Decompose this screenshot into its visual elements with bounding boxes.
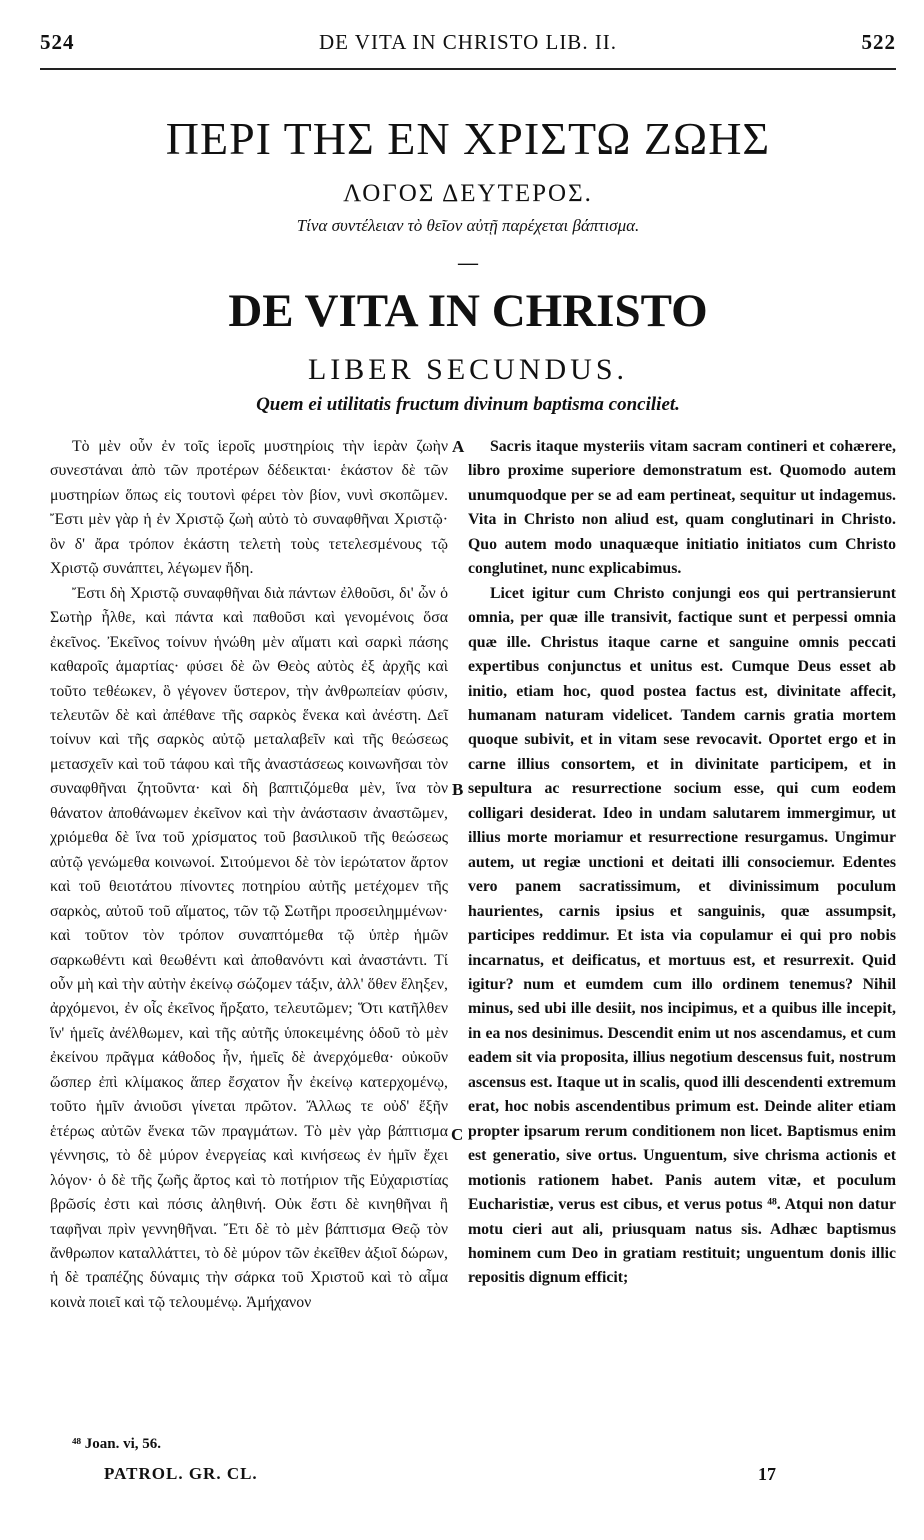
running-title: DE VITA IN CHRISTO LIB. II. [318, 30, 618, 54]
greek-paragraph: Τὸ μὲν οὖν ἐν τοῖς ἱεροῖς μυστηρίοις τὴν ἱερὰν ζωὴν συνεστάναι ἀπὸ τῶν προτέρων δέδεικται· ἑκάστον δὲ τῶν μυστηρίων ὅπως εἰς τουτονὶ φέρει τὸν βίον, νυνὶ σκοπῶμεν. Ἔστι μὲν γὰρ ἡ ἐν Χριστῷ ζωὴ αὐτὸ τὸ συναφθῆναι Χριστῷ· ὃν δ' ἄρα τρόπον ἑκάστη τελετὴ τοὺς τετελεσμένους τῷ Χριστῷ συνάπτει, λέγωμεν ἤδη. [50, 438, 448, 578]
footer-number: 17 [758, 1464, 776, 1484]
latin-paragraph: Sacris itaque mysteriis vitam sacram contineri et cohærere, libro proxime superiore demonstratum est. Quomodo autem unumquodque per se ad eam pertineat, sequitur ut indagemus. Vita in Christo non aliud est, quam conglutinari in Christo. Quo autem modo unaquæque initiatio initiatos cum Christo conglutinet, nunc explicabimus. [468, 438, 896, 578]
greek-book-title: ΛΟΓΟΣ ΔΕΥΤΕΡΟΣ. [343, 180, 593, 207]
section-marker-c: C [451, 1125, 464, 1144]
footer-signature: PATROL. GR. CL. [104, 1464, 258, 1483]
latin-subtitle: Quem ei utilitatis fructum divinum baptisma conciliet. [256, 394, 680, 415]
greek-paragraph: Ἔστι δὴ Χριστῷ συναφθῆναι διὰ πάντων ἐλθοῦσι, δι' ὧν ὁ Σωτὴρ ἦλθε, καὶ πάντα καὶ παθοῦσι καὶ γενομένοις ὅσα ἐκεῖνος. Ἐκεῖνος τοίνυν ἡνώθη μὲν αἵματι καὶ σαρκὶ πάσης καθαροῖς ἁμαρτίας· φύσει δὲ ὢν Θεὸς αὐτὸς ἐξ ἀρχῆς καὶ τοῦτο τεθέωκεν, ὃ γέγονεν ὕστερον, τὴν ἀνθρωπείαν φύσιν, τελευτῶν δὲ καὶ ἀπέθανε τῆς σαρκὸς ἕνεκα καὶ ἀνέστη. Δεῖ τοίνυν καὶ τῆς σαρκὸς αὐτῷ μεταλαβεῖν καὶ τῆς θεώσεως μετασχεῖν καὶ τοῦ τάφου καὶ τῆς ἀναστάσεως κοινωνῆσαι τὸν συναφθῆναι ζητοῦντα· καὶ δὴ βαπτιζόμεθα μὲν, ἵνα τὸν θάνατον ἀποθάνωμεν ἐκεῖνον καὶ τὴν ἀνάστασιν ἀναστῶμεν, χριόμεθα δὲ ἵνα τοῦ χρίσματος τοῦ βασιλικοῦ τῆς θεώσεως αὐτῷ γενώμεθα κοινωνοί. Σιτούμενοι δὲ τὸν ἱερώτατον ἄρτον καὶ τοῦ θειοτάτου πίνοντες ποτηρίου αὐτῆς μετέχομεν τῆς σαρκὸς, αὐτοῦ τοῦ αἵματος, τῶν τῷ Σωτῆρι προσειλημμένων· καὶ τοῦτον τὸν τρόπον συναπτόμεθα τῷ ὑπὲρ ἡμῶν σαρκωθέντι καὶ θεωθέντι καὶ ἀποθανόντι καὶ ἀναστάντι. Τί οὖν μὴ καὶ τὴν αὐτὴν ἐκείνῳ σώζομεν τάξιν, ἀλλ' ὅθεν ἔληξεν, ἀρχόμενοι, ἐν οἷς ἐκεῖνος ἤρξατο, τελευτῶμεν; Ὅτι κατῆλθεν ἵν' ἡμεῖς ἀνέλθωμεν, καὶ τῆς αὐτῆς ὑποκειμένης ὁδοῦ τὸ μὲν ἐκείνου πρᾶγμα κάθοδος ἦν, ἡμεῖς δὲ ἀνερχόμεθα· οὐκοῦν ὥσπερ ἐπὶ κλίμακος ἅπερ ἔσχατον ἦν ἐκείνῳ κατερχομένῳ, τοῦτο ἡμῖν ἀνιοῦσι γίνεται πρῶτον. Ἄλλως τε οὐδ' ἔξῆν ἑτέρως αὐτῶν ἕνεκα τῶν πραγμάτων. Τὸ μὲν γὰρ βάπτισμα γέννησις, τὸ δὲ μύρον ἐνεργείας καὶ κινήσεως ἐν ἡμῖν ἔχει λόγον· ὁ δὲ τῆς ζωῆς ἄρτος καὶ τὸ ποτήριον τῆς Εὐχαριστίας βρῶσίς ἐστι καὶ πόσις ἀληθινή. Οὐκ ἔστι δὲ κινηθῆναι ἢ ταφῆναι πρὶν γεννηθῆναι. Ἔτι δὲ τὸ μὲν βάπτισμα Θεῷ τὸν ἄνθρωπον καταλλάττει, τὸ δὲ μύρον τῶν ἐκεῖθεν ἀξιοῖ δώρων, ἡ δὲ τραπέζης δύναμις τὴν σάρκα τοῦ Χριστοῦ καὶ τὸ αἷμα κοινὰ ποιεῖ καὶ τῷ τελουμένῳ. Ἀμήχανον [50, 584, 448, 1311]
page-number-left: 524 [40, 30, 75, 54]
latin-paragraph: Licet igitur cum Christo conjungi eos qui pertransierunt omnia, per quæ ille transivit, factique sunt et perpessi omnia quæ ille. Christus itaque carne et sanguine omnis peccati expertibus conjunctus et unitus est. Cumque Deus esset ab initio, etiam hoc, quod postea factus est, divinitate affecit, humanam naturam videlicet. Tandem carnis gratia mortem quoque subivit, et in vitam sese revocavit. Oportet ergo et in carne illius consortem, et in divinitate participem, et in sepultura ac resurrectione socium esse, qui cum eodem colligari desiderat. Ideo in undam salutarem immergimur, ut illius morte moriamur et resurrectione resurgamus. Ungimur autem, ut regiæ unctioni et deitati illi consociemur. Edentes vero panem sacratissimum, et divinissimum poculum haurientes, carnis ipsius et sanguinis, quæ assumpsit, participes reddimur. Et ista via copulamur ei qui pro nobis incarnatus, et deificatus, et mortuus est, et resurrexit. Quid igitur? num et eumdem cum illo ordinem tenemus? Nihil minus, sed ubi ille desiit, nos incipimus, et a quibus ille incepit, in ea nos desinimus. Descendit enim ut nos ascendamus, et cum eadem sit via proposita, illius negotium descensus fuit, nostrum ascensus est. Itaque ut in scalis, quod illi descendenti extremum erat, hoc nobis ascendentibus primum est. Deinde aliter etiam propter ipsarum rerum conditionem non licet. Baptismus enim est generatio, sive ortus. Unguentum, sive chrisma actionis et motionis rationem habet. Panis autem vitæ, et poculum Eucharistiæ, verus est cibus, et verus potus ⁴⁸. Atqui non datur motu cieri aut ali, priusquam natus sis. Adhæc baptismus hominem cum Deo in gratiam restituit; unguentum donis illic repositis dignum efficit; [468, 584, 896, 1287]
latin-column [468, 435, 896, 1291]
section-marker-b: B [452, 780, 464, 799]
page-number-right: 522 [861, 30, 896, 54]
latin-title: DE VITA IN CHRISTO [228, 285, 708, 337]
greek-subtitle: Τίνα συντέλειαν τὸ θεῖον αὐτῇ παρέχεται βάπτισμα. [296, 216, 640, 235]
running-header [40, 30, 896, 60]
greek-title: ΠΕΡΙ ΤΗΣ ΕΝ ΧΡΙΣΤΩ ΖΩΗΣ [165, 113, 771, 164]
footnote: ⁴⁸ Joan. vi, 56. [72, 1436, 162, 1452]
title-separator: — [458, 252, 478, 274]
latin-book-title: LIBER SECUNDUS. [307, 353, 629, 386]
greek-column [50, 435, 448, 1315]
header-rule [40, 68, 896, 70]
section-marker-a: A [452, 437, 465, 456]
